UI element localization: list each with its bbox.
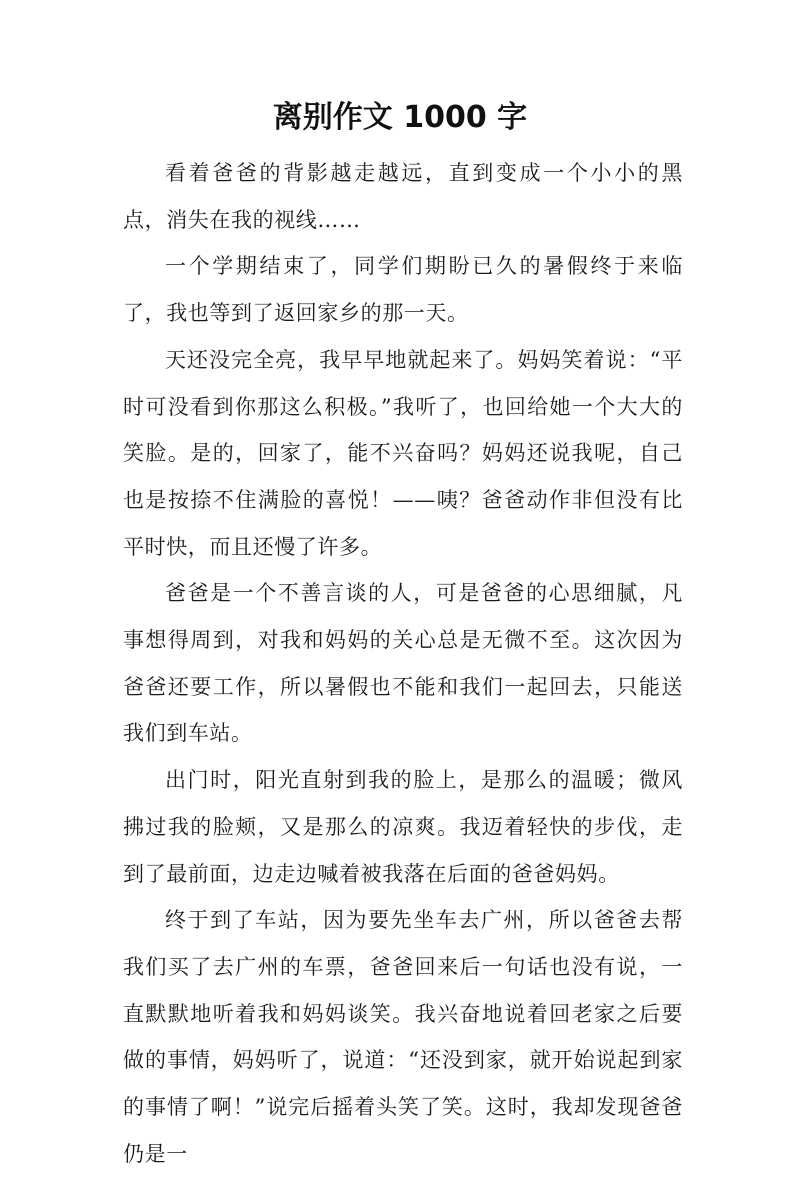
paragraph-6: 终于到了车站，因为要先坐车去广州，所以爸爸去帮我们买了去广州的车票，爸爸回来后一句话也没有说，一直默默地听着我和妈妈谈笑。我兴奋地说着回老家之后要做的事情，妈妈听了，说道：“还没到家，就开始说起到家的事情了啊！”说完后摇着头笑了笑。这时，我却发现爸爸仍是一 <box>123 908 683 1166</box>
paragraph-4: 爸爸是一个不善言谈的人，可是爸爸的心思细腻，凡事想得周到，对我和妈妈的关心总是无微不至。这次因为爸爸还要工作，所以暑假也不能和我们一起回去，只能送我们到车站。 <box>123 581 683 746</box>
document-title: 离别作文 1000 字 <box>272 100 528 135</box>
paragraph-5: 出门时，阳光直射到我的脸上，是那么的温暖；微风拂过我的脸颊，又是那么的凉爽。我迈着轻快的步伐，走到了最前面，边走边喊着被我落在后面的爸爸妈妈。 <box>123 768 683 886</box>
paragraph-1: 看着爸爸的背影越走越远，直到变成一个小小的黑点，消失在我的视线…… <box>123 161 683 232</box>
paragraph-3: 天还没完全亮，我早早地就起来了。妈妈笑着说：“平时可没看到你那这么积极。”我听了，也回给她一个大大的笑脸。是的，回家了，能不兴奋吗？妈妈还说我呢，自己也是按捺不住满脸的喜悦！——咦？爸爸动作非但没有比平时快，而且还慢了许多。 <box>123 347 683 559</box>
document-body <box>123 150 683 1177</box>
paragraph-2: 一个学期结束了，同学们期盼已久的暑假终于来临了，我也等到了返回家乡的那一天。 <box>123 254 683 326</box>
